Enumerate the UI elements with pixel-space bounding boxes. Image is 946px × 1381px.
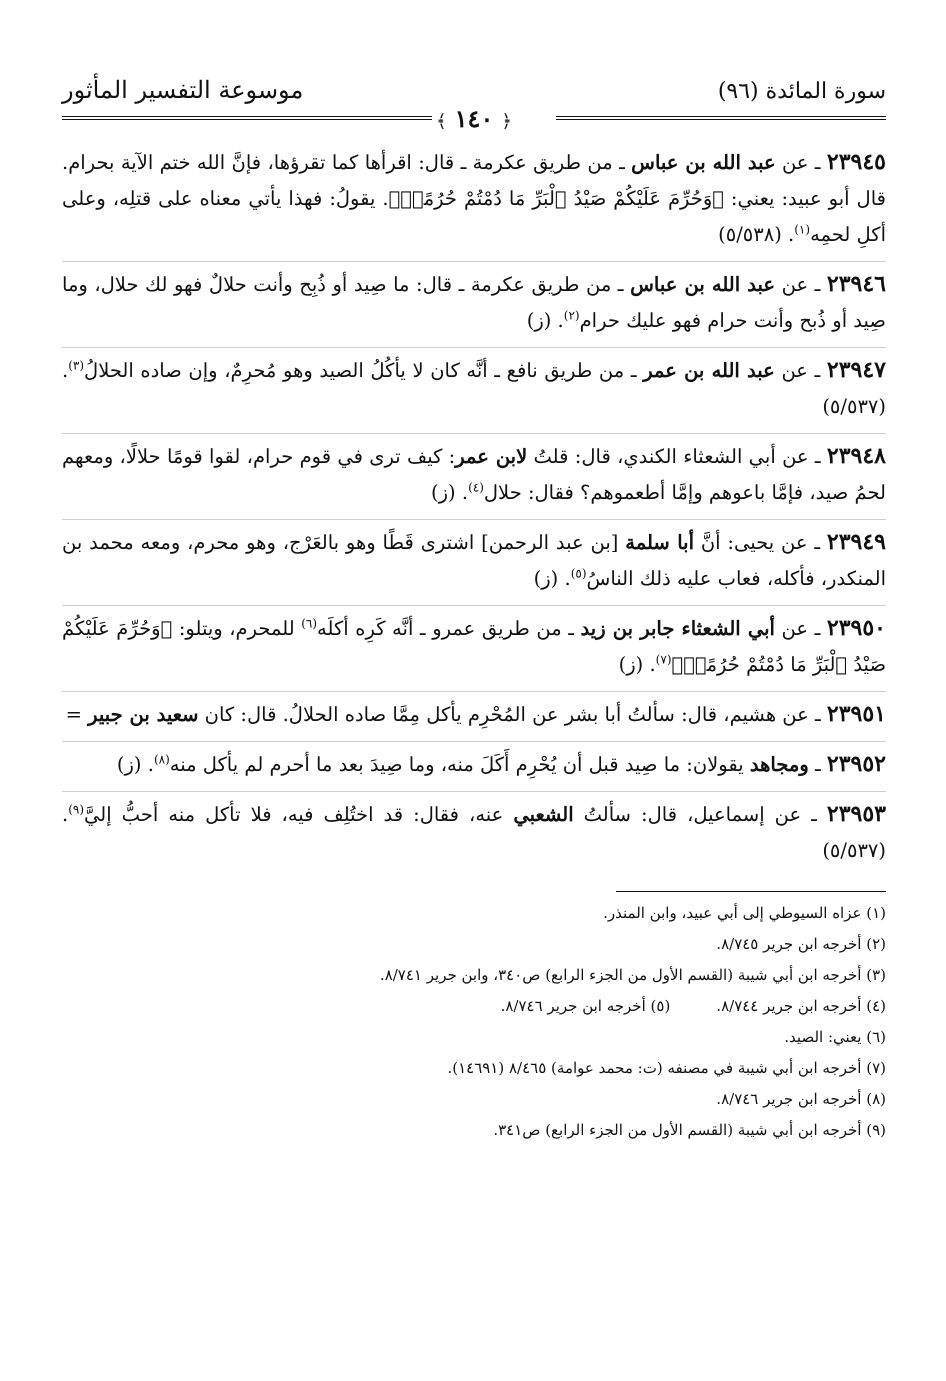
entry-text: : كيف ترى في قوم حرام، لقوا قومًا حلالًا، ومعهم لحمُ صيد، فإمَّا باعوهم وإمَّا أطعموهم؟ فقال: حلال <box>62 445 886 504</box>
narrator-name: الشعبي <box>513 803 574 826</box>
hadith-entry <box>62 262 886 348</box>
entry-text: ـ عن <box>774 359 827 382</box>
hadith-entry <box>62 692 886 742</box>
footnote-ref: (٣) <box>68 358 85 373</box>
entry-text: يقولان: ما صِيد قبل أن يُحْرِم أَكَلَ منه، وما صِيدَ بعد ما أحرم لم يأكل منه <box>169 753 750 776</box>
entry-text: . (٥/٥٣٧) <box>62 359 886 418</box>
footnote: (٧) أخرجه ابن أبي شيبة في مصنفه (ت: محمد عوامة) ٨/٤٦٥ (١٤٦٩١). <box>447 1059 886 1077</box>
entry-text: ـ عن <box>775 151 827 174</box>
footnote-row <box>62 898 886 929</box>
entry-number: ٢٣٩٤٧ <box>826 357 886 383</box>
narrator-name: سعيد بن جبير <box>88 703 199 726</box>
narrator-name: عبد الله بن عباس <box>630 273 776 296</box>
entries-list <box>62 140 886 877</box>
narrator-name: عبد الله بن عمر <box>643 359 775 382</box>
ornament-left-icon: ﴾ <box>436 111 447 132</box>
entry-text: . (ز) <box>431 481 469 504</box>
book-page <box>62 60 886 1360</box>
footnote-row <box>62 991 886 1022</box>
entry-text: ـ عن إسماعيل، قال: سألتُ <box>573 803 827 826</box>
entry-text: ـ من طريق عكرمة ـ قال: ما صِيد أو ذُبِح وأنت حلالٌ فهو لك حلال، وما صِيد أو ذُبح وأنت حرام فهو عليك حرام <box>62 273 886 332</box>
entry-text: [بن عبد الرحمن] اشترى قَطًا وهو بالعَرْج، وهو محرم، ومعه محمد بن المنكدر، فأكله، فعاب عليه ذلك الناسُ <box>62 531 886 590</box>
footnote: (٤) أخرجه ابن جرير ٨/٧٤٤. <box>716 997 886 1015</box>
hadith-entry <box>62 606 886 692</box>
footnote-ref: (٢) <box>563 308 580 323</box>
entry-text: ـ عن يحيى: أنَّ <box>694 531 827 554</box>
entry-number: ٢٣٩٤٥ <box>826 149 886 175</box>
footnote-ref: (٨) <box>153 752 170 767</box>
entry-number: ٢٣٩٥٠ <box>826 615 886 641</box>
hadith-entry <box>62 792 886 877</box>
entry-text: ـ <box>808 753 827 776</box>
footnote-row <box>62 1115 886 1146</box>
book-title: موسوعة التفسير المأثور <box>62 76 304 104</box>
quran-quote: ﴿وَحُرِّمَ عَلَيْكُمْ صَيْدُ ٱلْبَرِّ مَا دُمْتُمْ حُرُمًاۗ﴾ <box>388 187 724 210</box>
narrator-name: أبي الشعثاء جابر بن زيد <box>580 617 775 640</box>
footnote-ref: (٤) <box>468 480 484 495</box>
footnote: (٢) أخرجه ابن جرير ٨/٧٤٥. <box>716 935 886 953</box>
footnotes-list <box>62 898 886 1146</box>
hadith-entry <box>62 520 886 606</box>
hadith-entry <box>62 434 886 520</box>
running-head <box>62 60 886 104</box>
page-number-block <box>62 104 886 133</box>
entry-text: . (ز) <box>526 309 564 332</box>
entry-text: ـ من طريق عمرو ـ أنَّه كَرِه أكلَه <box>317 617 581 640</box>
footnote-ref: (٧) <box>655 652 672 667</box>
entry-text: ـ من طريق نافع ـ أنَّه كان لا يأكُلُ الصيد وهو مُحرِمٌ، وإن صاده الحلالُ <box>84 359 644 382</box>
ornament-right-icon: ﴿ <box>501 111 512 132</box>
surah-header: سورة المائدة (٩٦) <box>717 79 886 104</box>
entry-text: . (ز) <box>533 567 571 590</box>
quran-quote: ﴿وَحُرِّمَ عَلَيْكُمْ صَيْدُ ٱلْبَرِّ مَا دُمْتُمْ حُرُمًاۗ﴾ <box>62 617 886 676</box>
hadith-entry <box>62 348 886 434</box>
footnote: (٦) يعني: الصيد. <box>784 1028 886 1046</box>
entry-text: عنه، فقال: قد اختُلِف فيه، فلا تأكل منه أحبُّ إليَّ <box>84 803 514 826</box>
entry-text: . (ز) <box>116 753 154 776</box>
footnote-ref: (٥) <box>570 566 587 581</box>
entry-text: للمحرم، ويتلو: <box>172 617 302 640</box>
entry-number: ٢٣٩٤٩ <box>826 529 886 555</box>
entry-text: . (٥/٥٣٨) <box>718 223 795 246</box>
hadith-entry <box>62 140 886 262</box>
footnote-ref: (٦) <box>301 616 318 631</box>
entry-text: = <box>65 703 89 726</box>
footnote-ref: (٩) <box>68 802 85 817</box>
narrator-name: أبا سلمة <box>625 531 694 554</box>
footnote-row <box>62 929 886 960</box>
footnote-row <box>62 960 886 991</box>
entry-text: ـ عن أبي الشعثاء الكندي، قال: قلتُ <box>527 445 827 468</box>
footnote-divider <box>616 891 886 892</box>
footnote-row <box>62 1053 886 1084</box>
entry-number: ٢٣٩٤٨ <box>826 443 886 469</box>
footnote: (٨) أخرجه ابن جرير ٨/٧٤٦. <box>716 1090 886 1108</box>
entry-number: ٢٣٩٤٦ <box>826 271 886 297</box>
entry-text: . يقولُ: فهذا يأتي معناه على قتلِه، وعلى أكلِ لحمِه <box>62 187 886 246</box>
narrator-name: عبد الله بن عباس <box>631 151 776 174</box>
footnote-row <box>62 1022 886 1053</box>
entry-text: ـ عن <box>775 273 827 296</box>
hadith-entry <box>62 742 886 792</box>
header-rule <box>62 104 886 133</box>
footnote: (١) عزاه السيوطي إلى أبي عبيد، وابن المنذر. <box>603 904 886 922</box>
page-number: ١٤٠ <box>454 104 494 133</box>
entry-text: ـ عن هشيم، قال: سألتُ أبا بشر عن المُحْرِم يأكل مِمَّا صاده الحلالُ. قال: كان <box>198 703 827 726</box>
narrator-name: لابن عمر <box>455 445 528 468</box>
entry-text: . (٥/٥٣٧) <box>62 803 886 862</box>
footnote: (٥) أخرجه ابن جرير ٨/٧٤٦. <box>500 997 671 1015</box>
entry-number: ٢٣٩٥٣ <box>826 801 886 827</box>
entry-text: ـ من طريق عكرمة ـ قال: اقرأها كما تقرؤها، فإنَّ الله ختم الآية بحرام. قال أبو عبيد: يعني: <box>62 151 886 210</box>
footnote: (٩) أخرجه ابن أبي شيبة (القسم الأول من الجزء الرابع) ص٣٤١. <box>493 1121 886 1139</box>
footnote-row <box>62 1084 886 1115</box>
entry-number: ٢٣٩٥٢ <box>826 751 886 777</box>
footnote: (٣) أخرجه ابن أبي شيبة (القسم الأول من الجزء الرابع) ص٣٤٠، وابن جرير ٨/٧٤١. <box>379 966 886 984</box>
entry-text: . (ز) <box>618 653 656 676</box>
entry-number: ٢٣٩٥١ <box>826 701 886 727</box>
narrator-name: ومجاهد <box>749 753 809 776</box>
footnote-ref: (١) <box>794 222 811 237</box>
entry-text: ـ عن <box>774 617 827 640</box>
